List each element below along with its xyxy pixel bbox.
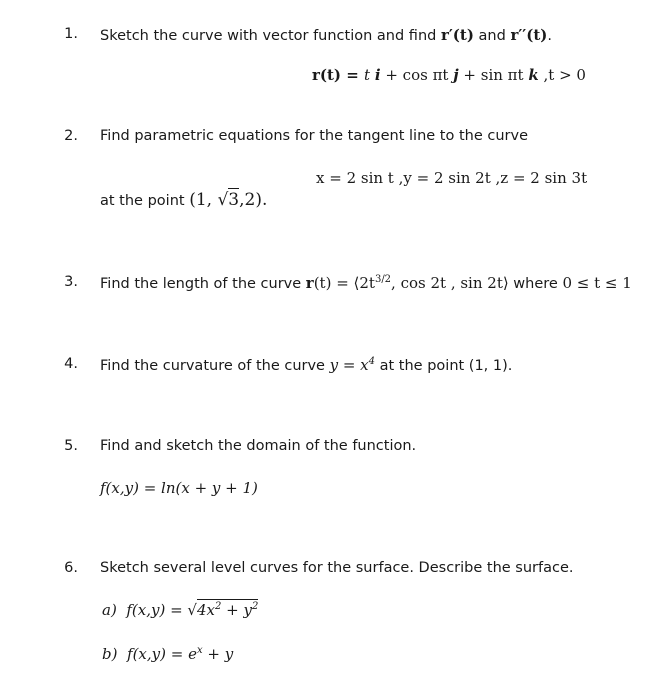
eq1-k: k [528, 66, 539, 84]
problem-2-number: 2. [64, 128, 78, 144]
radicand-exp-a: 2 [214, 601, 222, 612]
problem-1-equation [312, 66, 586, 84]
curve-math-a: (t) = ⟨2t [313, 274, 375, 292]
problem-4-point: at the point (1, 1). [375, 358, 513, 374]
problem-5-number: 5. [64, 438, 78, 454]
part-b-lhs: f(x,y) = e [127, 645, 197, 663]
problem-2-equation: x = 2 sin t ,y = 2 sin 2t ,z = 2 sin 3t [316, 169, 588, 187]
eq1-plus1: + cos πt [380, 66, 454, 84]
radicand-exp-b: 2 [251, 601, 259, 612]
problem-3-number: 3. [64, 274, 78, 290]
point-open: (1, √ [189, 190, 229, 210]
problem-1-prompt: Sketch the curve with vector function and find [100, 28, 441, 44]
problem-2-text: Find parametric equations for the tangent line to the curve [100, 128, 528, 144]
r-double-prime: r′′(t) [510, 26, 548, 44]
curve-exp: 3/2 [374, 274, 392, 285]
problem-6-number: 6. [64, 560, 78, 576]
problem-6b [102, 645, 233, 663]
r-prime: r′(t) [440, 26, 474, 44]
point-close: ,2). [239, 190, 268, 210]
curvature-math: y = x [329, 356, 369, 374]
radicand-plus: + y [221, 601, 252, 619]
problem-3-prompt: Find the length of the curve [100, 276, 306, 292]
problem-4-number: 4. [64, 356, 78, 372]
problem-1-text [100, 26, 552, 44]
eq1-i: i [374, 66, 381, 84]
eq1-cond: ,t > 0 [538, 66, 586, 84]
eq1-lhs: r(t) = [312, 66, 365, 84]
problem-1-number: 1. [64, 26, 78, 42]
part-b-label: b) [102, 645, 118, 663]
period: . [547, 28, 552, 44]
where-word: where [508, 276, 563, 292]
part-b-exp: x [196, 645, 203, 656]
problem-5-function: f(x,y) = ln(x + y + 1) [100, 479, 258, 497]
radicand-a: 4x [196, 601, 215, 619]
curvature-exp: 4 [368, 356, 376, 367]
part-a-lhs: f(x,y) = [126, 601, 188, 619]
problem-2-point [100, 190, 267, 210]
point-sqrt: 3 [228, 190, 240, 210]
curve-range: 0 ≤ t ≤ 1 [562, 274, 632, 292]
problem-4-prompt: Find the curvature of the curve [100, 358, 330, 374]
problem-5-text: Find and sketch the domain of the function. [100, 438, 417, 454]
curve-r: r [305, 274, 314, 292]
problem-3-text [100, 274, 632, 292]
problem-6a [102, 601, 258, 619]
curve-math-b: , cos 2t , sin 2t⟩ [391, 274, 509, 292]
eq1-j: j [453, 66, 459, 84]
and-word: and [473, 28, 511, 44]
eq1-plus2: + sin πt [458, 66, 529, 84]
part-a-label: a) [102, 601, 117, 619]
problem-6-text: Sketch several level curves for the surface. Describe the surface. [100, 560, 574, 576]
problem-4-text [100, 356, 512, 374]
eq1-t: t [364, 66, 371, 84]
part-b-rhs: + y [202, 645, 234, 663]
radical-sign: √ [187, 601, 197, 619]
point-text: at the point [100, 193, 190, 209]
